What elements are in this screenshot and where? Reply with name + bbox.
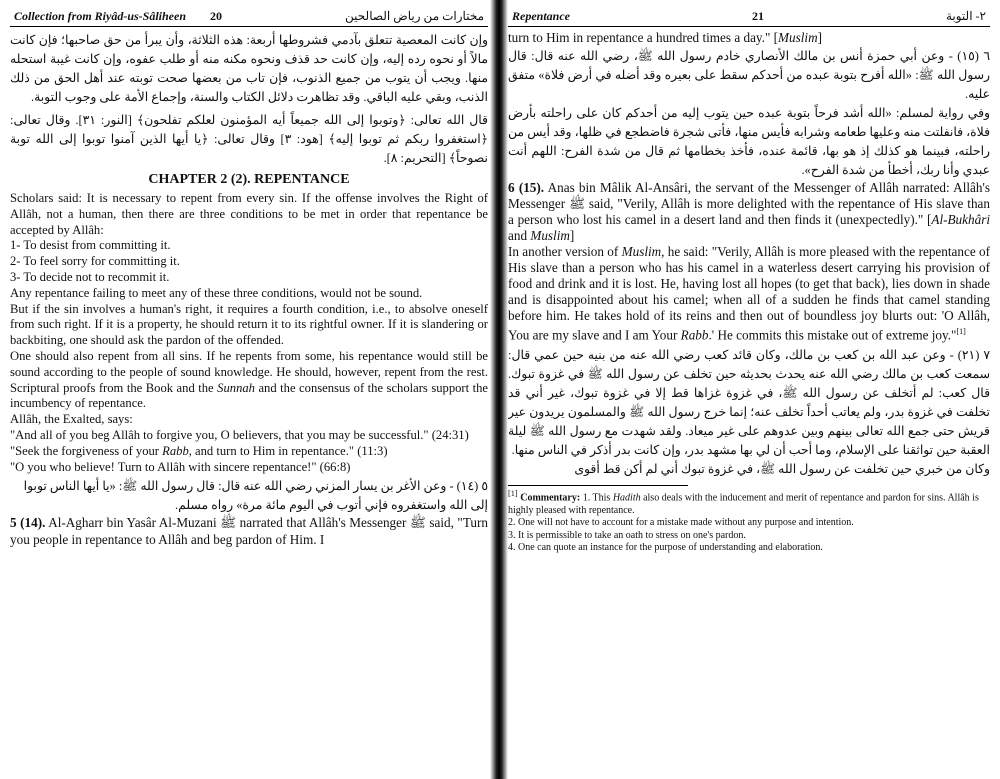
- footnote-rule: [508, 485, 688, 486]
- text-run: "Seek the forgiveness of your: [10, 443, 163, 458]
- text-run: and: [508, 227, 531, 243]
- text-run: turn to Him in repentance a hundred times a day." [: [508, 30, 779, 45]
- right-header-arabic: ٢- التوبة: [945, 9, 986, 23]
- text-run: and the consensus of the scholars support the incumbency of repentance.: [10, 380, 489, 411]
- paragraph: Scholars said: It is necessary to repent from every sin. If the offense involves the Right of Allâh, not a human, then there are three conditions to be met in order that repentance be accepted by Allâh:: [10, 191, 488, 237]
- arabic-verses: قال الله تعالى: ﴿وتوبوا إلى الله جميعاً أيه المؤمنون لعلكم تفلحون﴾ [النور: ٣١]. وقال تعالى: ﴿استغفروا ربكم ثم توبوا إليه﴾ [هود: ٣] وقال تعالى: ﴿يا أيها الذين آمنوا توبوا إلى الله توبة نصوحاً﴾ [التحريم: ٨].: [10, 113, 488, 165]
- quran-quote: [10, 444, 488, 460]
- footnote-heading: Commentary:: [520, 492, 581, 504]
- text-run: Muslim: [621, 243, 662, 259]
- left-page-header: [10, 6, 488, 27]
- text-run: , and turn to Him in repentance." (11:3): [188, 443, 388, 458]
- quran-quote: "O you who believe! Turn to Allâh with sincere repentance!" (66:8): [10, 459, 351, 474]
- left-page: [0, 0, 496, 779]
- quran-quote: "And all of you beg Allâh to forgive you, O believers, that you may be successful." (24:31): [10, 427, 469, 442]
- left-page-number: 20: [210, 9, 223, 23]
- condition-item: 1- To desist from committing it.: [10, 238, 171, 253]
- footnote: 2. One will not have to account for a mistake made without any purpose and intention.: [508, 517, 854, 529]
- footnote: [508, 488, 990, 517]
- book-gutter: [490, 0, 508, 779]
- text-run: Rabb: [162, 443, 189, 458]
- paragraph: Allâh, the Exalted, says:: [10, 412, 133, 427]
- hadith-number: 5 (14).: [10, 515, 46, 531]
- arabic-hadith: ٦ (١٥) - وعن أبي حمزة أنس بن مالك الأنصاري خادم رسول الله ﷺ، رضي الله عنه قال: قال رسول الله ﷺ: «الله أفرح بتوبة عبده من أحدكم سقط على بعيره وقد أضله في أرض فلاة» متفق عليه.: [508, 48, 990, 101]
- text-run: Sunnah: [217, 380, 255, 395]
- text-run: Al-Bukhâri: [931, 211, 990, 227]
- left-running-title: Collection from Riyâd-us-Sâliheen: [14, 9, 187, 23]
- text-run: ]: [569, 227, 575, 243]
- text-run: ]: [817, 30, 822, 45]
- footnote-marker: [1]: [956, 326, 966, 336]
- text-run: Muslim: [530, 227, 570, 243]
- text-run: In another version of: [508, 243, 622, 259]
- paragraph: Any repentance failing to meet any of these three conditions, would not be sound.: [10, 285, 423, 300]
- hadith-number: 6 (15).: [508, 179, 545, 195]
- paragraph: But if the sin involves a human's right, it requires a fourth condition, i.e., to absolve oneself from such right. If it is a property, he should return it to its rightful owner. If it is slandering or backbiting, one should ask the pardon of the offended.: [10, 301, 488, 348]
- right-page-number: 21: [751, 9, 764, 23]
- right-page-header: [508, 6, 990, 27]
- condition-item: 2- To feel sorry for committing it.: [10, 254, 180, 269]
- text-run: Rabb: [680, 326, 709, 342]
- text-run: Muslim: [778, 30, 818, 45]
- arabic-hadith: ٧ (٢١) - وعن عبد الله بن كعب بن مالك، وكان قائد كعب رضي الله عنه من بنيه حين عمي قال: سمعت كعب بن مالك رضي الله عنه يحدث بحديثه حين تخلف عن رسول الله ﷺ في غزوة تبوك. قال كعب: لم أتخلف عن رسول الله ﷺ، في غزوة غزاها قط إلا في غزوة تبوك، غير أني قد تخلفت في غزوة بدر، ولم يعاتب أحداً تخلف عنه؛ إنما خرج رسول الله ﷺ والمسلمون يريدون عير قريش حتى جمع الله تعالى بينهم وبين عدوهم على غير ميعاد. ولقد شهدت مع رسول الله ﷺ ليلة العقبة حين تواثقنا على الإسلام، وما أحب أن لي بها مشهد بدر، وإن كانت بدر أذكر في الناس منها.: [508, 347, 990, 457]
- right-page: [496, 0, 1000, 779]
- arabic-intro: وإن كانت المعصية تتعلق بآدمي فشروطها أربعة: هذه الثلاثة، وأن يبرأ من حق صاحبها؛ فإن كانت مالاً أو نحوه رده إليه، وإن كانت حد قذف ونحوه مكنه منه أو طلب عفوه، وإن كانت غيبة استحله منها. ويجب أن يتوب من جميع الذنوب، فإن تاب من بعضها صحت توبته عند أهل الحق من ذلك الذنب، وبقي عليه الباقي. وقد تظاهرت دلائل الكتاب والسنة، وإجماع الأمة على وجوب التوبة.: [10, 33, 488, 104]
- arabic-hadith: ٥ (١٤) - وعن الأغر بن يسار المزني رضي الله عنه قال: قال رسول الله ﷺ: «يا أيها الناس توبوا إلى الله واستغفروه فإني أتوب في اليوم مائة مرة» رواه مسلم.: [23, 479, 488, 513]
- text-run: also deals with the inducement and merit of repentance and pardon for sins. Allâh is highly pleased with repentance.: [508, 492, 979, 516]
- arabic-hadith: وفي رواية لمسلم: «الله أشد فرحاً بتوبة عبده حين يتوب إليه من أحدكم كان على راحلته بأرض فلاة، فانفلتت منه وعليها طعامه وشرابه فأيس منها، فأتى شجرة فاضطجع في ظلها، وقد أيس من راحلته، فبينما هو كذلك إذ هو بها، قائمة عنده، فأخذ بخطامها ثم قال من شدة الفرح: اللهم أنت عبدي وأنا ربك، أخطأ من شدة الفرح».: [508, 105, 990, 177]
- left-header-arabic: مختارات من رياض الصالحين: [345, 9, 484, 23]
- footnote: 3. It is permissible to take an oath to stress on one's pardon.: [508, 529, 746, 541]
- paragraph: [508, 244, 990, 343]
- text-run: , he said: "Verily, Allâh is more pleased with the repentance of His slave than a person who has his camel in a waterless desert carrying his provision of food and drink and it is lost. He, having lost all hopes (to get that back), lies down in shade and is disappointed about his camel; when all of a sudden he finds that camel standing before him. He takes hold of its reins and then out of boundless joy blurts out: 'O Allâh, You are my slave and I am Your: [508, 243, 990, 342]
- text-run: .' He commits this mistake out of extreme joy.": [708, 326, 957, 342]
- hadith-translation: [10, 515, 488, 548]
- right-running-title: Repentance: [512, 9, 570, 23]
- footnote: 4. One can quote an instance for the purpose of understanding and elaboration.: [508, 542, 823, 554]
- hadith-translation: [508, 180, 990, 244]
- arabic-hadith: وكان من خبري حين تخلفت عن رسول الله ﷺ، في غزوة تبوك أني لم أكن قط أقوى: [574, 461, 990, 476]
- condition-item: 3- To decide not to recommit it.: [10, 269, 170, 284]
- text-run: Hadith: [612, 492, 641, 504]
- text-run: One should also repent from all sins. If he repents from some, his repentance would still be sound according to the people of sound knowledge. He should, however, repent from the rest. Scriptural proofs from the Book and the: [10, 348, 488, 395]
- text-run: Al-Agharr bin Yasâr Al-Muzani ﷺ narrated that Allâh's Messenger ﷺ said, "Turn you people in repentance to Allâh and beg pardon of Him. I: [10, 515, 488, 547]
- paragraph: [10, 349, 488, 412]
- hadith-continuation: [508, 30, 990, 47]
- text-run: 1. This: [582, 492, 613, 504]
- chapter-title: CHAPTER 2 (2). REPENTANCE: [148, 172, 350, 187]
- footnote-marker: [1]: [508, 488, 518, 498]
- text-run: Anas bin Mâlik Al-Ansâri, the servant of the Messenger of Allâh narrated: Allâh's Messenger ﷺ said, "Verily, Allâh is more delighted with the repentance of His slave than a person who lost his camel in a desert land and then finds it (unexpectedly)." [: [508, 179, 990, 227]
